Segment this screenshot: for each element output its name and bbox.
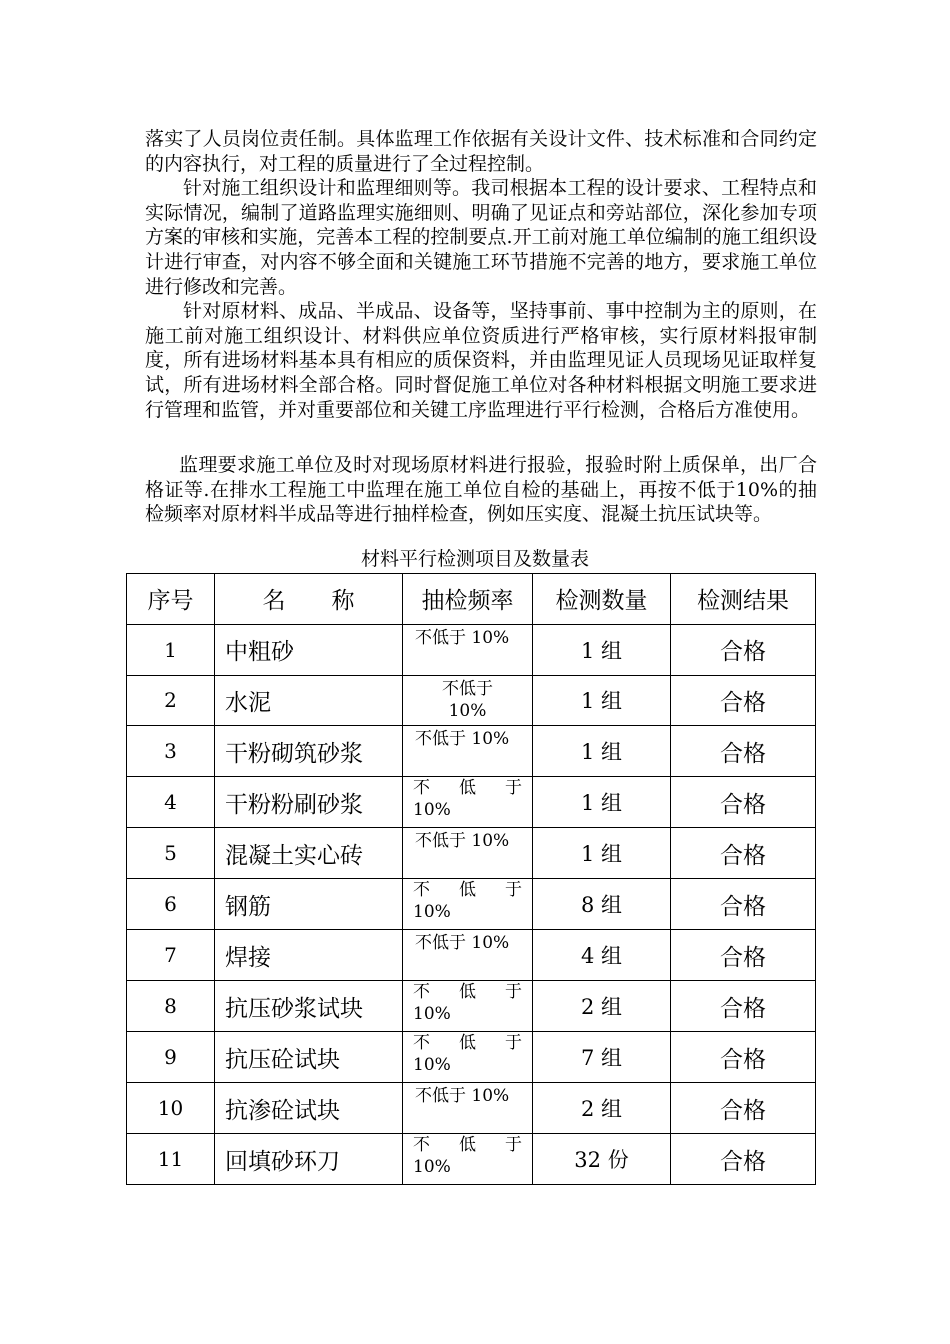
cell-result: 合格 <box>671 879 816 930</box>
header-result: 检测结果 <box>671 574 816 625</box>
cell-result: 合格 <box>671 777 816 828</box>
cell-rate <box>403 981 533 1032</box>
rate-char-1: 不 <box>413 1033 430 1054</box>
table-row <box>127 879 816 930</box>
cell-name: 抗渗砼试块 <box>215 1083 403 1134</box>
rate-char-3: 于 <box>505 1135 522 1156</box>
cell-result: 合格 <box>671 1032 816 1083</box>
cell-seq: 1 <box>127 624 215 675</box>
cell-name: 钢筋 <box>215 879 403 930</box>
rate-text: 不低于 10% <box>415 729 510 750</box>
rate-char-2: 低 <box>459 1033 476 1054</box>
cell-rate <box>403 1083 533 1134</box>
rate-char-3: 于 <box>505 982 522 1003</box>
rate-char-3: 于 <box>505 1033 522 1054</box>
cell-name: 抗压砂浆试块 <box>215 981 403 1032</box>
table-row <box>127 930 816 981</box>
cell-rate <box>403 675 533 726</box>
paragraph-4: 监理要求施工单位及时对现场原材料进行报验，报验时附上质保单，出厂合格证等.在排水工程施工中监理在施工单位自检的基础上，再按不低于10%的抽检频率对原材料半成品等进行抽样检查，例如压实度、混凝土抗压试块等。 <box>145 454 817 526</box>
header-rate: 抽检频率 <box>403 574 533 625</box>
cell-rate <box>403 828 533 879</box>
cell-result: 合格 <box>671 1083 816 1134</box>
rate-percent: 10% <box>413 1004 451 1025</box>
rate-char-3: 于 <box>505 778 522 799</box>
cell-rate <box>403 1134 533 1185</box>
cell-seq: 7 <box>127 930 215 981</box>
cell-name: 水泥 <box>215 675 403 726</box>
cell-qty: 7 组 <box>533 1032 671 1083</box>
table-row <box>127 624 816 675</box>
cell-rate <box>403 1032 533 1083</box>
paragraph-3: 针对原材料、成品、半成品、设备等，坚持事前、事中控制为主的原则，在施工前对施工组织设计、材料供应单位资质进行严格审核，实行原材料报审制度，所有进场材料基本具有相应的质保资料，并由监理见证人员现场见证取样复试，所有进场材料全部合格。同时督促施工单位对各种材料根据文明施工要求进行管理和监管，并对重要部位和关键工序监理进行平行检测，合格后方准使用。 <box>145 300 817 421</box>
header-seq: 序号 <box>127 574 215 625</box>
cell-qty: 1 组 <box>533 828 671 879</box>
table-row <box>127 1032 816 1083</box>
table-row <box>127 726 816 777</box>
header-name: 名 称 <box>215 574 403 625</box>
cell-qty: 32 份 <box>533 1134 671 1185</box>
rate-char-1: 不 <box>413 880 430 901</box>
cell-seq: 8 <box>127 981 215 1032</box>
rate-text: 不低于 10% <box>415 831 510 852</box>
cell-qty: 2 组 <box>533 981 671 1032</box>
cell-name: 中粗砂 <box>215 624 403 675</box>
rate-line-1: 不低于 <box>442 679 493 700</box>
cell-result: 合格 <box>671 1134 816 1185</box>
cell-seq: 10 <box>127 1083 215 1134</box>
rate-char-2: 低 <box>459 880 476 901</box>
rate-text: 不低于 10% <box>415 933 510 954</box>
rate-percent: 10% <box>413 1157 451 1178</box>
cell-qty: 8 组 <box>533 879 671 930</box>
cell-qty: 2 组 <box>533 1083 671 1134</box>
cell-result: 合格 <box>671 930 816 981</box>
cell-seq: 5 <box>127 828 215 879</box>
cell-qty: 1 组 <box>533 726 671 777</box>
cell-seq: 3 <box>127 726 215 777</box>
cell-seq: 2 <box>127 675 215 726</box>
cell-result: 合格 <box>671 981 816 1032</box>
cell-name: 混凝土实心砖 <box>215 828 403 879</box>
cell-seq: 6 <box>127 879 215 930</box>
cell-qty: 1 组 <box>533 675 671 726</box>
table-row <box>127 1134 816 1185</box>
cell-rate <box>403 777 533 828</box>
rate-percent: 10% <box>413 902 451 923</box>
rate-char-2: 低 <box>459 778 476 799</box>
cell-result: 合格 <box>671 675 816 726</box>
cell-rate <box>403 624 533 675</box>
cell-name: 干粉粉刷砂浆 <box>215 777 403 828</box>
rate-line-2: 10% <box>448 701 487 722</box>
cell-qty: 4 组 <box>533 930 671 981</box>
cell-seq: 11 <box>127 1134 215 1185</box>
rate-char-1: 不 <box>413 778 430 799</box>
rate-char-2: 低 <box>459 1135 476 1156</box>
cell-qty: 1 组 <box>533 624 671 675</box>
table-caption: 材料平行检测项目及数量表 <box>360 548 589 570</box>
rate-percent: 10% <box>413 800 451 821</box>
table-row <box>127 777 816 828</box>
rate-char-2: 低 <box>459 982 476 1003</box>
rate-percent: 10% <box>413 1055 451 1076</box>
paragraph-2: 针对施工组织设计和监理细则等。我司根据本工程的设计要求、工程特点和实际情况，编制了道路监理实施细则、明确了见证点和旁站部位，深化参加专项方案的审核和实施，完善本工程的控制要点.开工前对施工单位编制的施工组织设计进行审查，对内容不够全面和关键施工环节措施不完善的地方，要求施工单位进行修改和完善。 <box>145 177 817 298</box>
cell-name: 干粉砌筑砂浆 <box>215 726 403 777</box>
cell-result: 合格 <box>671 828 816 879</box>
cell-seq: 4 <box>127 777 215 828</box>
table-row <box>127 675 816 726</box>
table-header-row <box>127 574 816 625</box>
table-row <box>127 981 816 1032</box>
cell-rate <box>403 879 533 930</box>
table-row <box>127 1083 816 1134</box>
header-qty: 检测数量 <box>533 574 671 625</box>
cell-result: 合格 <box>671 726 816 777</box>
rate-char-1: 不 <box>413 1135 430 1156</box>
cell-name: 焊接 <box>215 930 403 981</box>
cell-rate <box>403 726 533 777</box>
cell-name: 抗压砼试块 <box>215 1032 403 1083</box>
cell-name: 回填砂环刀 <box>215 1134 403 1185</box>
rate-char-3: 于 <box>505 880 522 901</box>
rate-char-1: 不 <box>413 982 430 1003</box>
cell-rate <box>403 930 533 981</box>
rate-text: 不低于 10% <box>415 1086 510 1107</box>
cell-result: 合格 <box>671 624 816 675</box>
cell-seq: 9 <box>127 1032 215 1083</box>
rate-text: 不低于 10% <box>415 627 510 648</box>
inspection-table <box>126 573 816 1185</box>
paragraph-1: 落实了人员岗位责任制。具体监理工作依据有关设计文件、技术标准和合同约定的内容执行，对工程的质量进行了全过程控制。 <box>145 128 817 175</box>
table-row <box>127 828 816 879</box>
cell-qty: 1 组 <box>533 777 671 828</box>
